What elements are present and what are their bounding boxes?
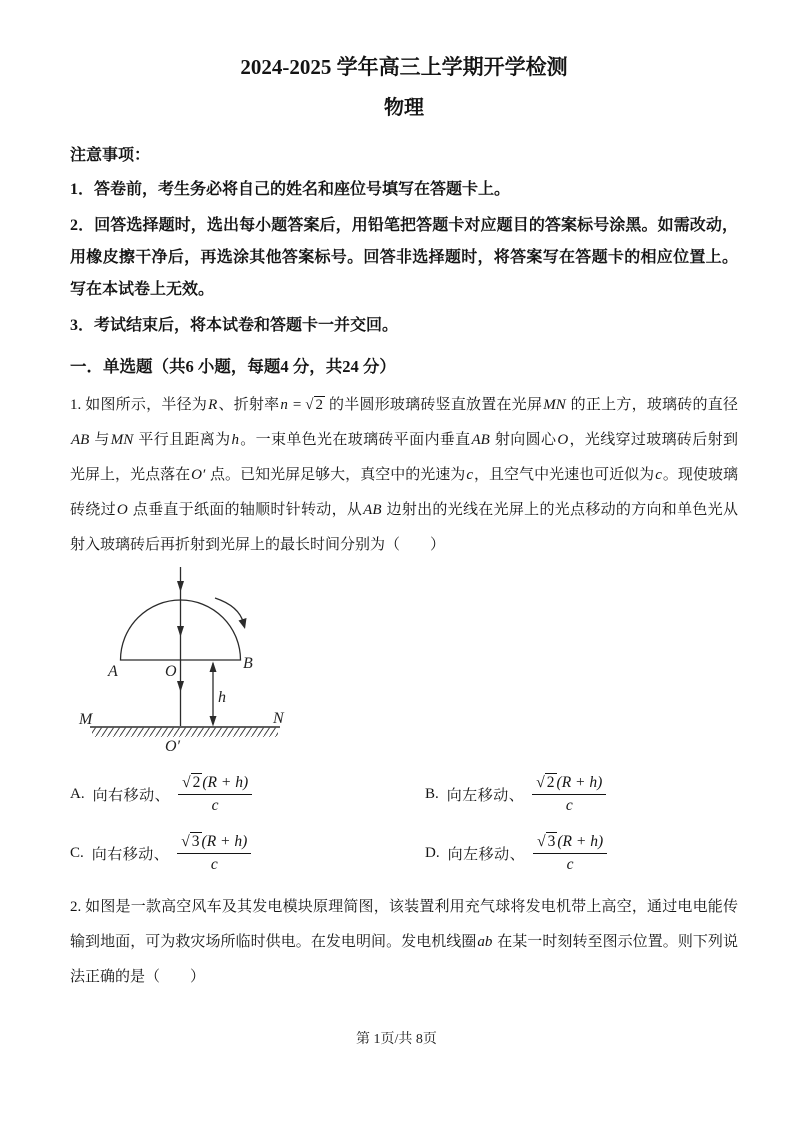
height-arrowhead-up (210, 662, 217, 673)
label-h: h (218, 689, 226, 706)
option-d-label: D. (425, 845, 440, 862)
notice-heading: 注意事项： (70, 147, 151, 164)
option-c-text: 向右移动、 (91, 847, 170, 864)
label-O-prime: O′ (165, 738, 181, 755)
rotation-arrowhead (239, 618, 247, 629)
notice-item-1: 1．答卷前，考生务必将自己的姓名和座位号填写在答题卡上。 (70, 181, 511, 198)
label-B: B (243, 655, 253, 672)
label-M: M (79, 711, 93, 728)
notice-item-3: 3．考试结束后，将本试卷和答题卡一并交回。 (70, 317, 399, 334)
option-a-label: A. (70, 786, 85, 803)
page-footer: 第 1页/共 8页 (356, 1032, 437, 1047)
subject-title: 物理 (384, 97, 424, 119)
optics-diagram (72, 565, 322, 763)
option-b-text: 向左移动、 (446, 788, 525, 805)
option-b (425, 773, 738, 816)
option-d-formula: $\frac{√ 3 (R + h)}{c}$ (533, 832, 607, 875)
option-d (425, 832, 738, 875)
ray-arrowhead-top (177, 581, 184, 592)
option-a (70, 773, 425, 816)
question-1-figure (72, 565, 738, 763)
option-b-label: B. (425, 786, 439, 803)
ray-arrowhead-bottom (177, 681, 184, 692)
label-A: A (108, 663, 118, 680)
rotation-arrow (215, 598, 244, 623)
option-c-label: C. (70, 845, 84, 862)
option-c (70, 832, 425, 875)
option-a-formula: $\frac{√ 2 (R + h)}{c}$ (178, 773, 252, 816)
question-2-text: 2. 如图是一款高空风车及其发电模块原理简图，该装置利用充气球将发电机带上高空，通过电电能传输到地面，可为救灾场所临时供电。在发电明间。发电机线圈ab 在某一时刻转至图示位置。则下列说法正确的是（ ） (70, 898, 738, 985)
label-O: O (165, 663, 177, 680)
notice-item-2: 2．回答选择题时，选出每小题答案后，用铅笔把答题卡对应题目的答案标号涂黑。如需改动，用橡皮擦干净后，再选涂其他答案标号。回答非选择题时，将答案写在答题卡的相应位置上。写在本试卷上无效。 (70, 217, 738, 298)
page-title: 2024-2025 学年高三上学期开学检测 (240, 55, 568, 79)
sqrt-icon: √ (537, 833, 546, 851)
section-heading: 一．单选题（共6 小题，每题4 分，共24 分） (70, 357, 396, 376)
option-b-formula: $\frac{√ 2 (R + h)}{c}$ (532, 773, 606, 816)
sqrt-icon: √ (182, 774, 191, 791)
label-N: N (273, 710, 284, 727)
height-arrowhead-down (210, 716, 217, 727)
question-1-text: 1. 如图所示，半径为R、折射率n = √ 2 的半圆形玻璃砖竖直放置在光屏MN 的正上方，玻璃砖的直径AB 与MN 平行且距离为h。一束单色光在玻璃砖平面内垂直AB 射向圆心O，光线穿过玻璃砖后射到光屏上，光点落在O′ 点。已知光屏足够大，真空中的光速为c，且空气中光速也可近似为c。现使玻璃砖绕过O 点垂直于纸面的轴顺时针转动，从AB 边射出的光线在光屏上的光点移动的方向和单色光从射入玻璃砖后再折射到光屏上的最长时间分别为（ ） (70, 397, 738, 553)
sqrt-icon: √ (181, 833, 190, 851)
screen-hatching (92, 728, 278, 737)
option-c-formula: $\frac{√ 3 (R + h)}{c}$ (177, 832, 251, 875)
ray-arrowhead-middle (177, 626, 184, 637)
sqrt-icon: √ (536, 774, 545, 791)
option-a-text: 向右移动、 (92, 788, 171, 805)
option-d-text: 向左移动、 (447, 847, 526, 864)
question-1-options (70, 773, 738, 876)
